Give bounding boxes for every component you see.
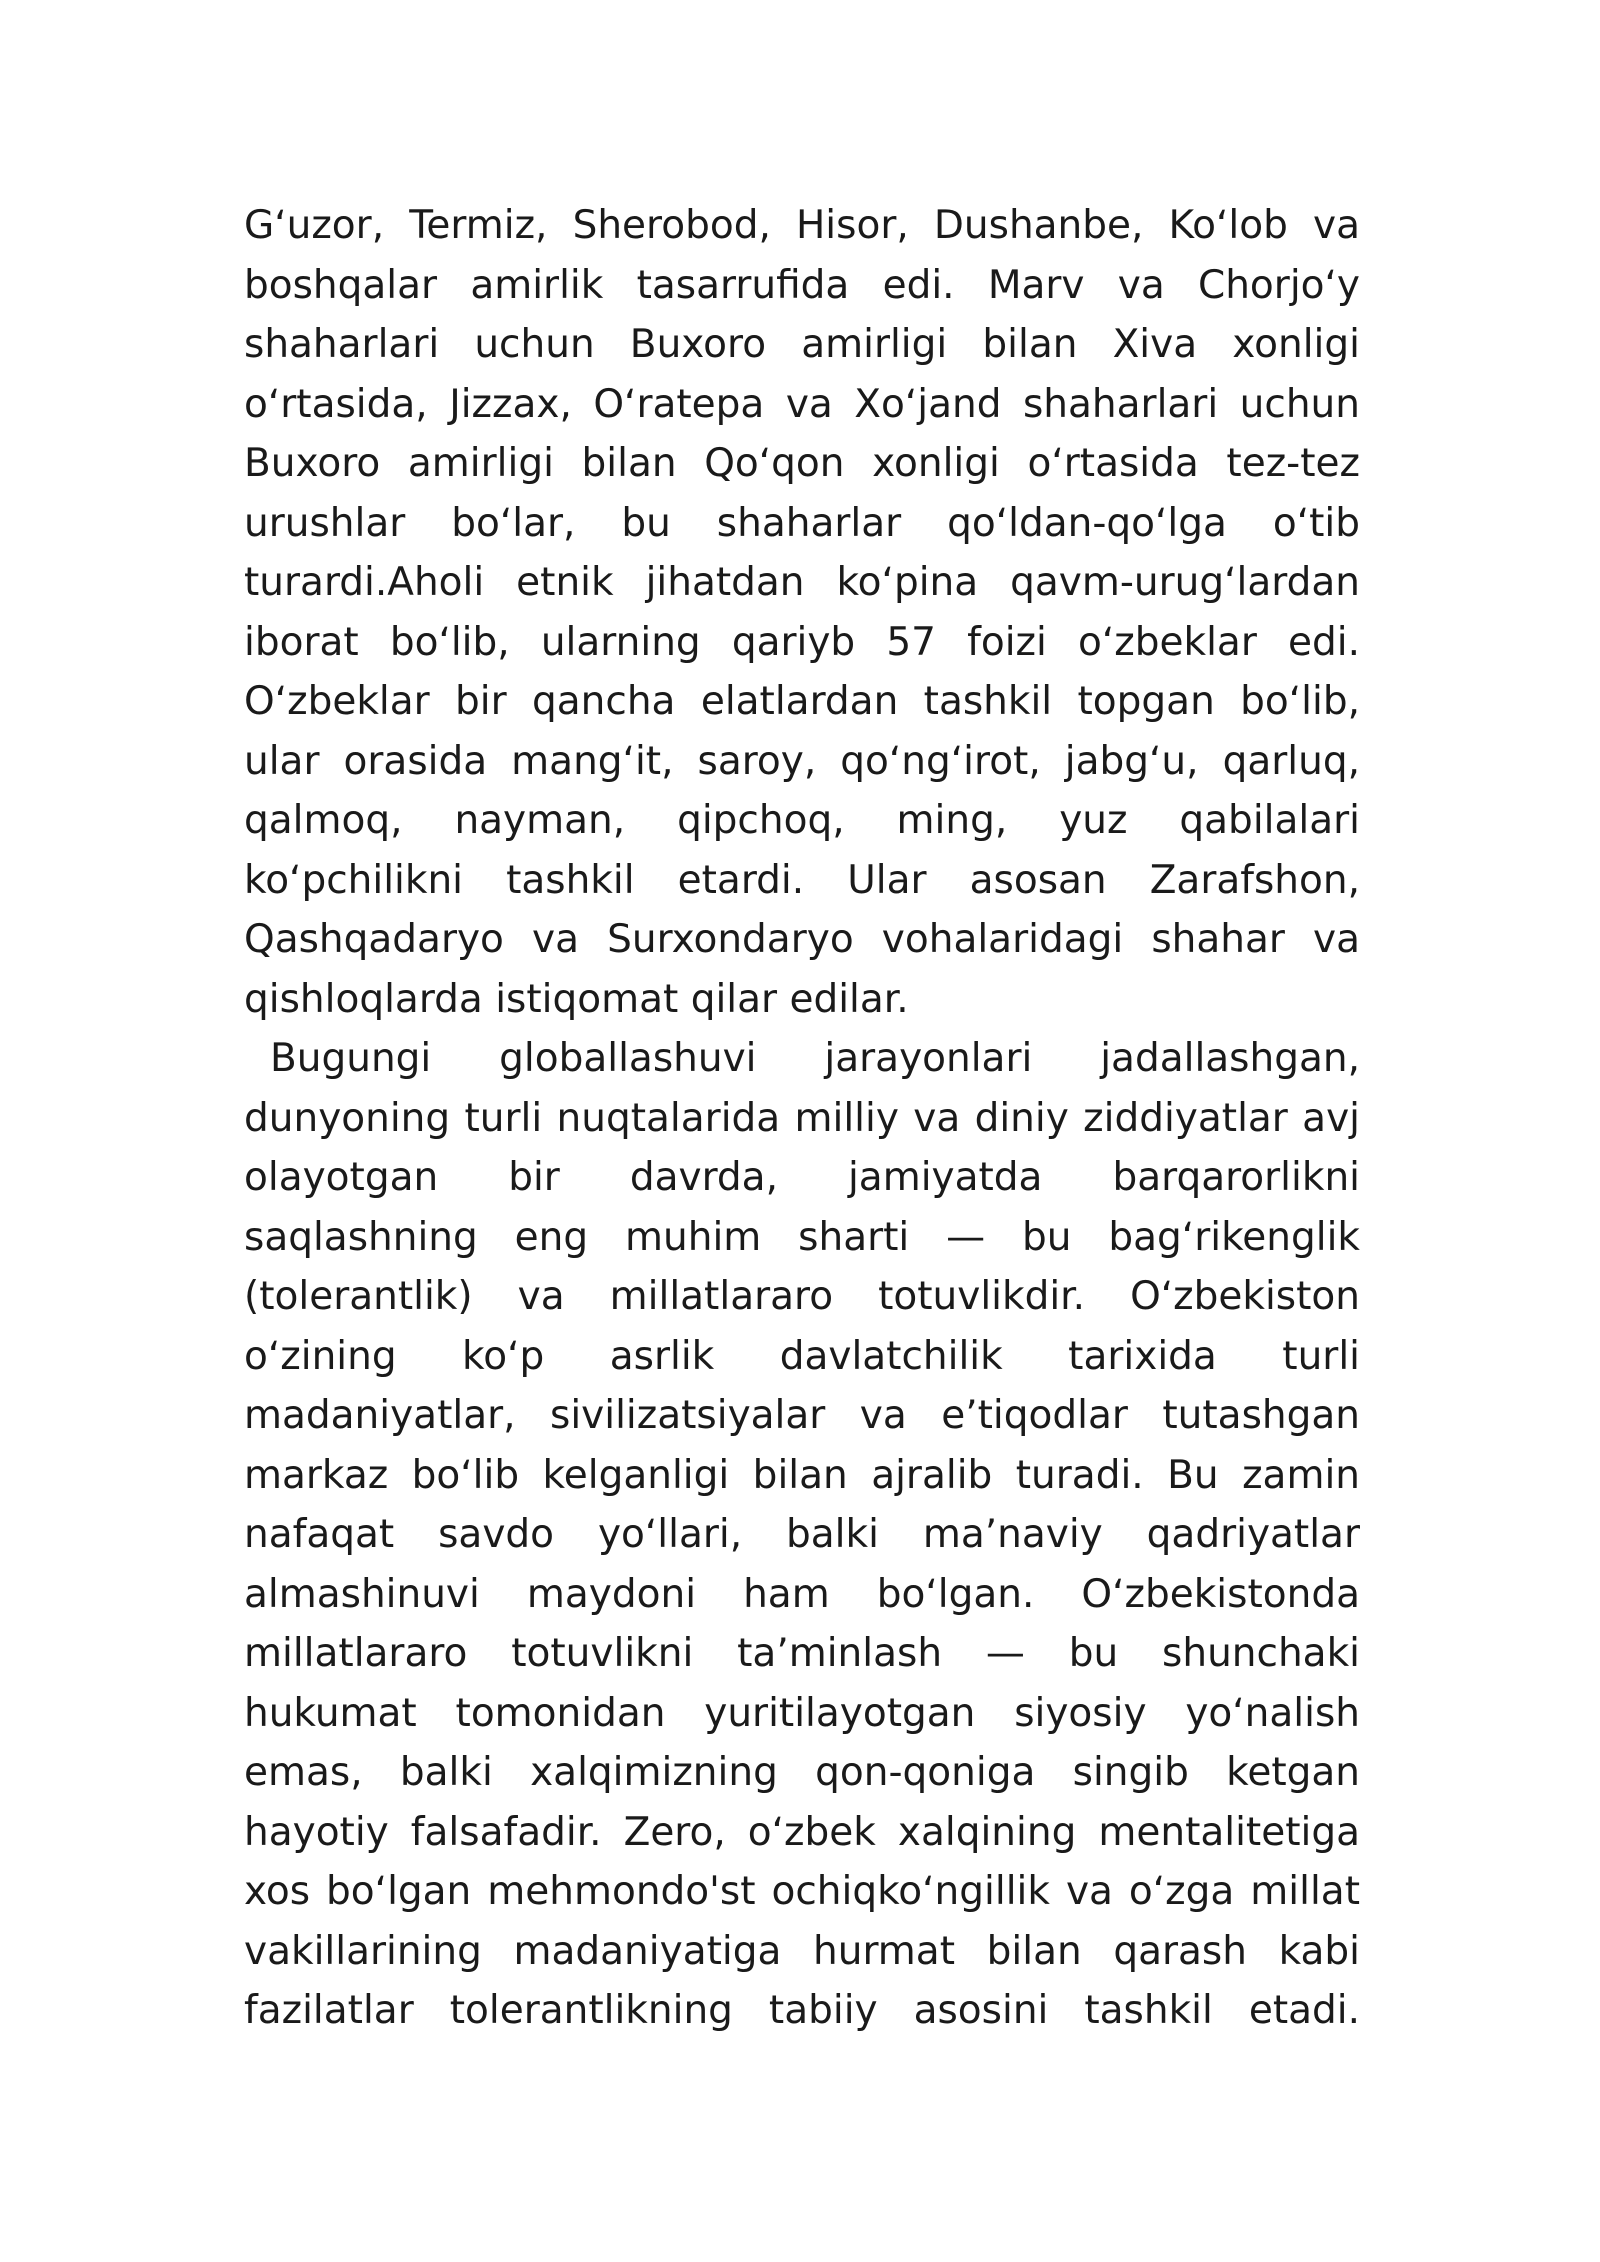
text-line: urushlar bo‘lar, bu shaharlar qo‘ldan-qo‘lga o‘tib — [244, 500, 1360, 546]
text-line: Buxoro amirligi bilan Qo‘qon xonligi o‘rtasida tez-tez — [244, 441, 1360, 486]
text-line: qalmoq, nayman, qipchoq, ming, yuz qabilalari — [244, 798, 1360, 843]
text-line: saqlashning eng muhim sharti — bu bag‘rikenglik — [244, 1214, 1360, 1260]
text-line: almashinuvi maydoni ham bo‘lgan. O‘zbekistonda — [244, 1571, 1360, 1617]
text-line: O‘zbeklar bir qancha elatlardan tashkil topgan bo‘lib, — [244, 679, 1360, 724]
text-line: markaz bo‘lib kelganligi bilan ajralib turadi. Bu zamin — [244, 1452, 1360, 1498]
text-line: hayotiy falsafadir. Zero, o‘zbek xalqining mentalitetiga — [244, 1809, 1360, 1855]
text-line: iborat bo‘lib, ularning qariyb 57 foizi o‘zbeklar edi. — [244, 619, 1360, 665]
text-line: turardi.Aholi etnik jihatdan ko‘pina qavm-urug‘lardan — [244, 560, 1360, 605]
text-line: olayotgan bir davrda, jamiyatda barqarorlikni — [244, 1155, 1360, 1200]
text-line: o‘zining ko‘p asrlik davlatchilik tarixida turli — [244, 1333, 1360, 1379]
text-line: madaniyatlar, sivilizatsiyalar va e’tiqodlar tutashgan — [244, 1393, 1360, 1438]
text-line: Bugungi globallashuvi jarayonlari jadallashgan, — [270, 1036, 1360, 1081]
text-line: vakillarining madaniyatiga hurmat bilan qarash kabi — [244, 1928, 1360, 1974]
text-line: qishloqlarda istiqomat qilar edilar. — [244, 976, 909, 1022]
body-text — [244, 196, 1360, 2041]
text-line: (tolerantlik) va millatlararo totuvlikdir. O‘zbekiston — [244, 1274, 1360, 1319]
text-line: Qashqadaryo va Surxondaryo vohalaridagi shahar va — [244, 917, 1360, 962]
text-line: hukumat tomonidan yuritilayotgan siyosiy yo‘nalish — [244, 1690, 1360, 1736]
text-line: shaharlari uchun Buxoro amirligi bilan Xiva xonligi — [244, 322, 1360, 367]
text-line: millatlararo totuvlikni ta’minlash — bu shunchaki — [244, 1631, 1360, 1676]
text-line: boshqalar amirlik tasarrufida edi. Marv va Chorjo‘y — [244, 262, 1360, 308]
text-line: G‘uzor, Termiz, Sherobod, Hisor, Dushanbe, Ko‘lob va — [244, 203, 1360, 248]
text-line: ko‘pchilikni tashkil etardi. Ular asosan Zarafshon, — [244, 857, 1360, 903]
text-line: dunyoning turli nuqtalarida milliy va diniy ziddiyatlar avj — [244, 1095, 1360, 1141]
text-line: emas, balki xalqimizning qon-qoniga singib ketgan — [244, 1750, 1360, 1795]
text-line: xos bo‘lgan mehmondo'st ochiqko‘ngillik va o‘zga millat — [244, 1869, 1360, 1914]
text-line: nafaqat savdo yo‘llari, balki ma’naviy qadriyatlar — [244, 1512, 1360, 1557]
text-line: fazilatlar tolerantlikning tabiiy asosini tashkil etadi. — [244, 1988, 1360, 2033]
text-line: ular orasida mang‘it, saroy, qo‘ng‘irot, jabg‘u, qarluq, — [244, 738, 1360, 784]
text-line: o‘rtasida, Jizzax, O‘ratepa va Xo‘jand shaharlari uchun — [244, 381, 1360, 427]
